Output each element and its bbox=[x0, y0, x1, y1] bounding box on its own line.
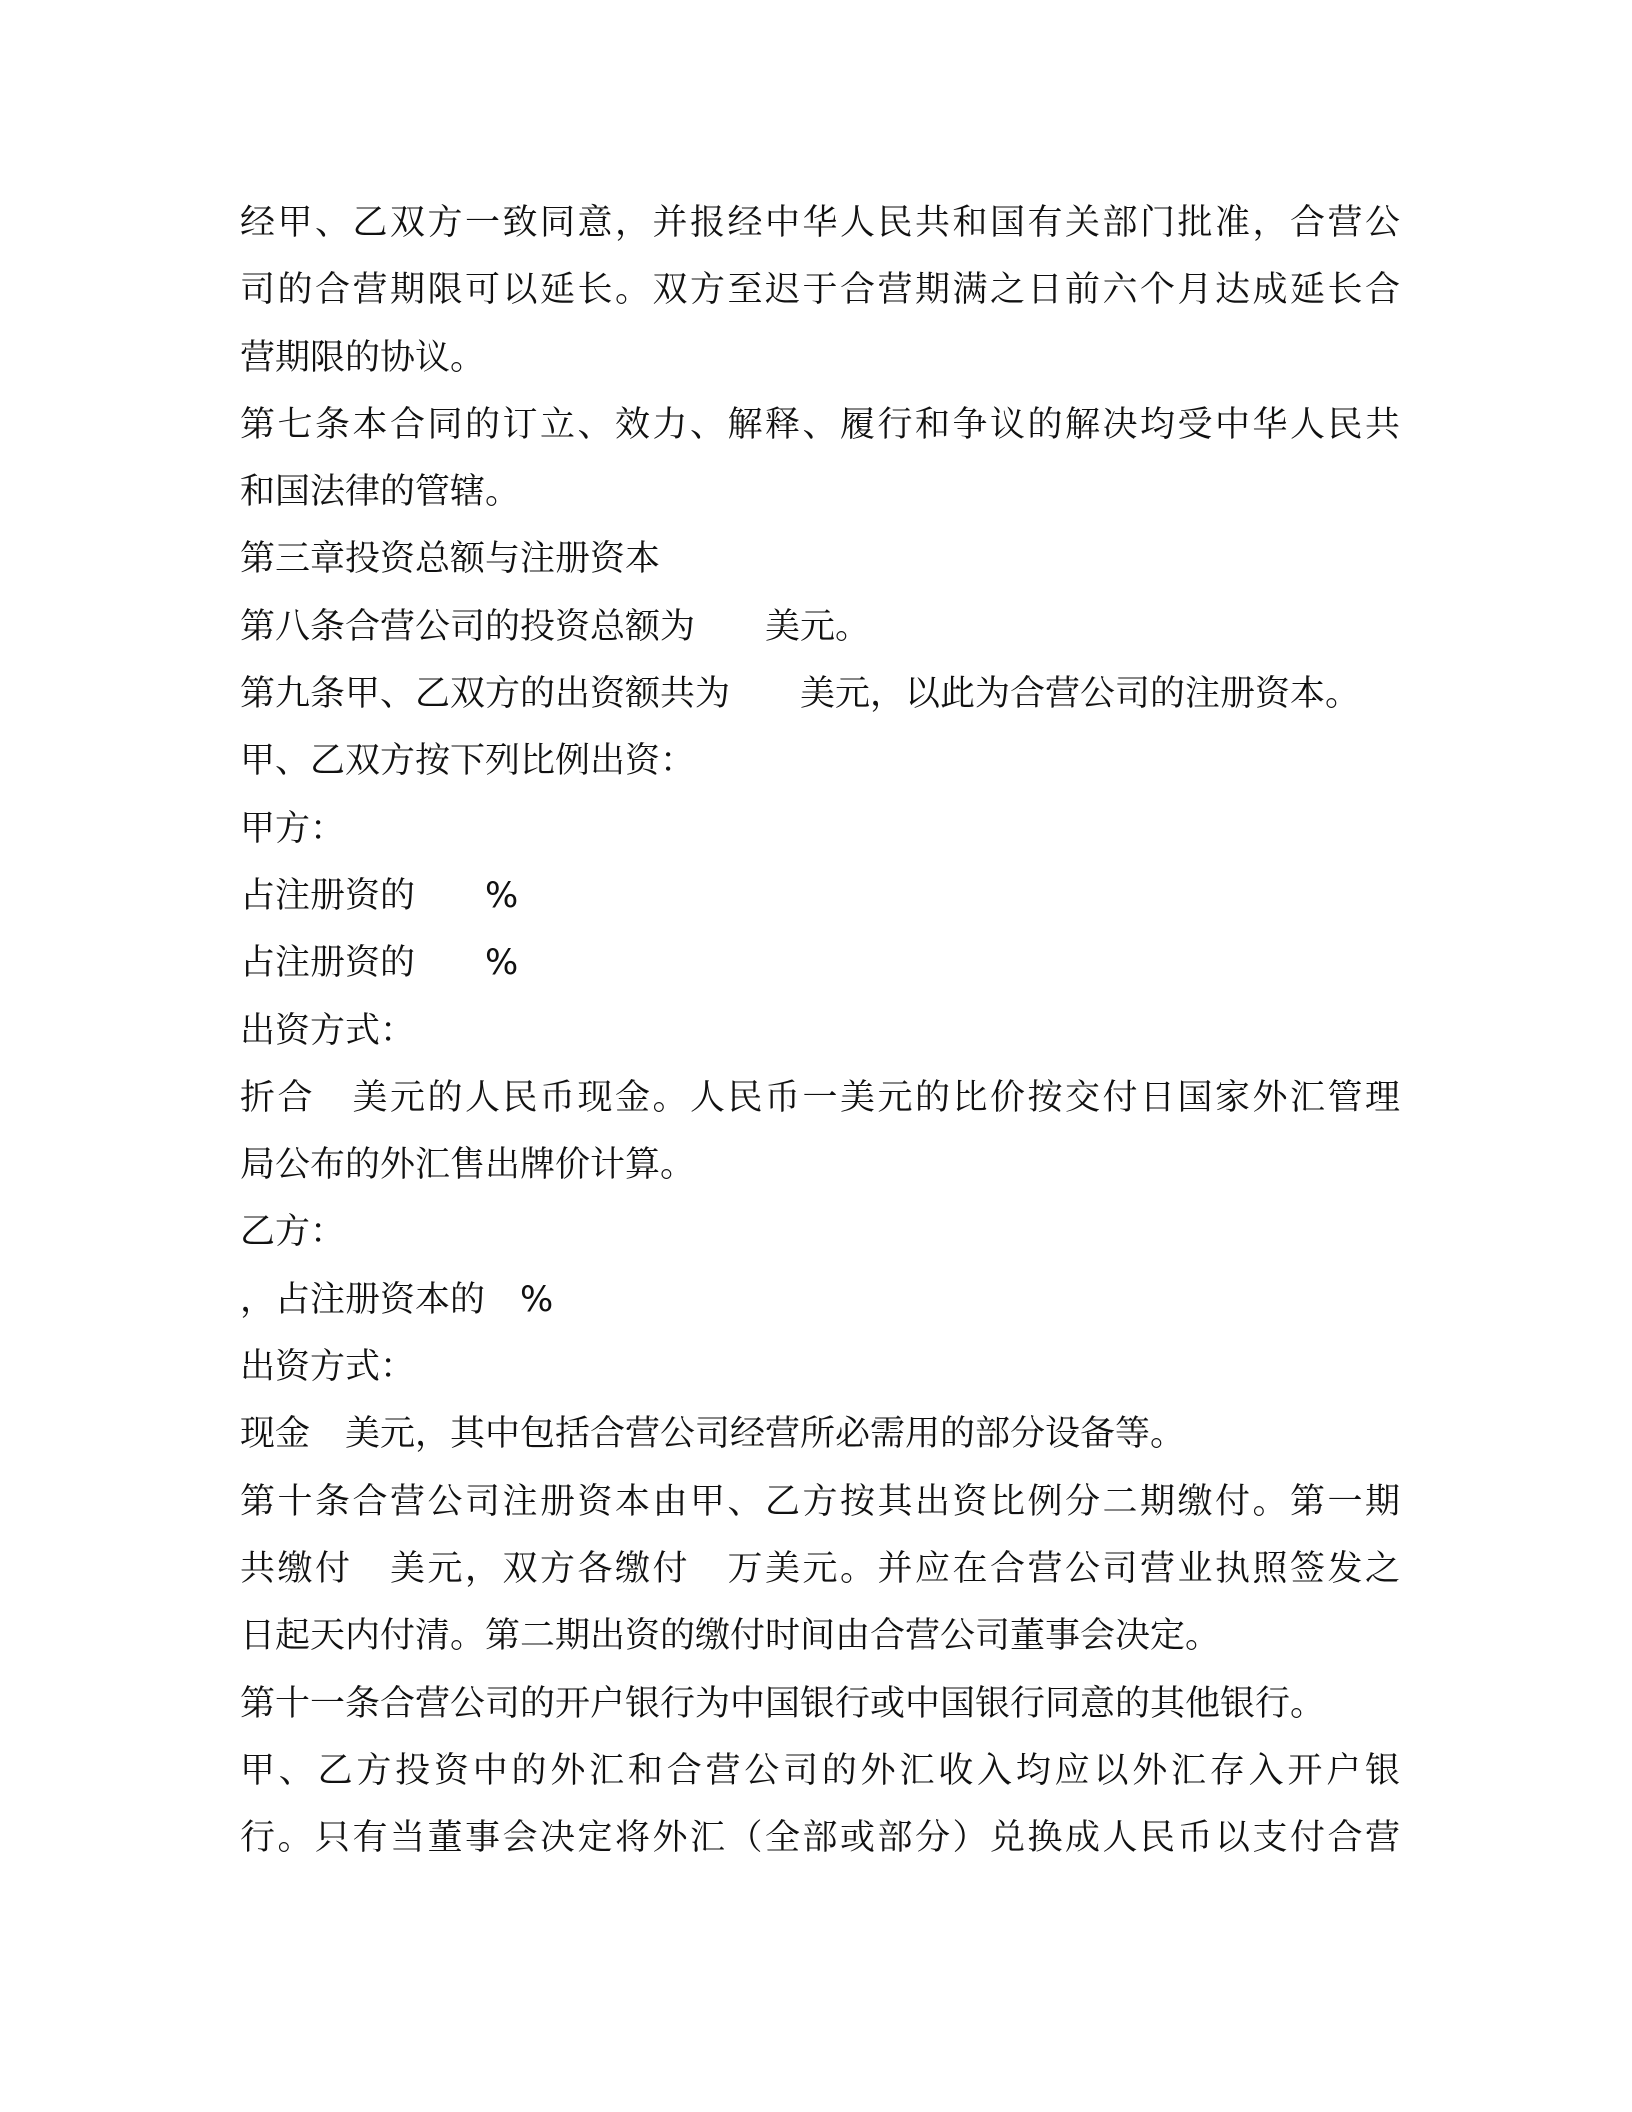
article-7-line: 第七条本合同的订立、效力、解释、履行和争议的解决均受中华人民共 bbox=[240, 404, 1400, 445]
text-line: 甲、乙方投资中的外汇和合营公司的外汇收入均应以外汇存入开户银 bbox=[240, 1750, 1400, 1791]
document-body bbox=[240, 190, 1400, 1872]
chapter-heading: 第三章投资总额与注册资本 bbox=[240, 539, 661, 580]
text-line: 折合 美元的人民币现金。人民币一美元的比价按交付日国家外汇管理 bbox=[240, 1077, 1400, 1118]
article-10-line: 第十条合营公司注册资本由甲、乙方按其出资比例分二期缴付。第一期 bbox=[240, 1481, 1400, 1522]
text-line: 甲、乙双方按下列比例出资： bbox=[240, 741, 696, 782]
article-8-line: 第八条合营公司的投资总额为 美元。 bbox=[240, 606, 871, 647]
text-line: 占注册资的 % bbox=[240, 875, 519, 916]
contribution-method-label: 出资方式： bbox=[240, 1347, 416, 1388]
text-line: 局公布的外汇售出牌价计算。 bbox=[240, 1145, 696, 1186]
text-line: 营期限的协议。 bbox=[240, 337, 486, 378]
contribution-method-label: 出资方式： bbox=[240, 1010, 416, 1051]
text-line: 司的合营期限可以延长。双方至迟于合营期满之日前六个月达成延长合 bbox=[240, 270, 1400, 311]
text-line: 经甲、乙双方一致同意，并报经中华人民共和国有关部门批准，合营公 bbox=[240, 203, 1400, 243]
text-line: ，占注册资本的 % bbox=[240, 1279, 554, 1320]
text-line: 现金 美元，其中包括合营公司经营所必需用的部分设备等。 bbox=[240, 1414, 1186, 1455]
text-line: 共缴付 美元，双方各缴付 万美元。并应在合营公司营业执照签发之 bbox=[240, 1548, 1400, 1589]
party-b-label: 乙方： bbox=[240, 1212, 346, 1253]
article-9-line: 第九条甲、乙双方的出资额共为 美元，以此为合营公司的注册资本。 bbox=[240, 674, 1361, 715]
article-11-line: 第十一条合营公司的开户银行为中国银行或中国银行同意的其他银行。 bbox=[240, 1683, 1326, 1724]
text-line: 和国法律的管辖。 bbox=[240, 472, 521, 513]
party-a-label: 甲方： bbox=[240, 808, 346, 849]
text-line: 占注册资的 % bbox=[240, 943, 519, 984]
text-line: 日起天内付清。第二期出资的缴付时间由合营公司董事会决定。 bbox=[240, 1616, 1221, 1657]
text-line: 行。只有当董事会决定将外汇（全部或部分）兑换成人民币以支付合营 bbox=[240, 1818, 1400, 1859]
